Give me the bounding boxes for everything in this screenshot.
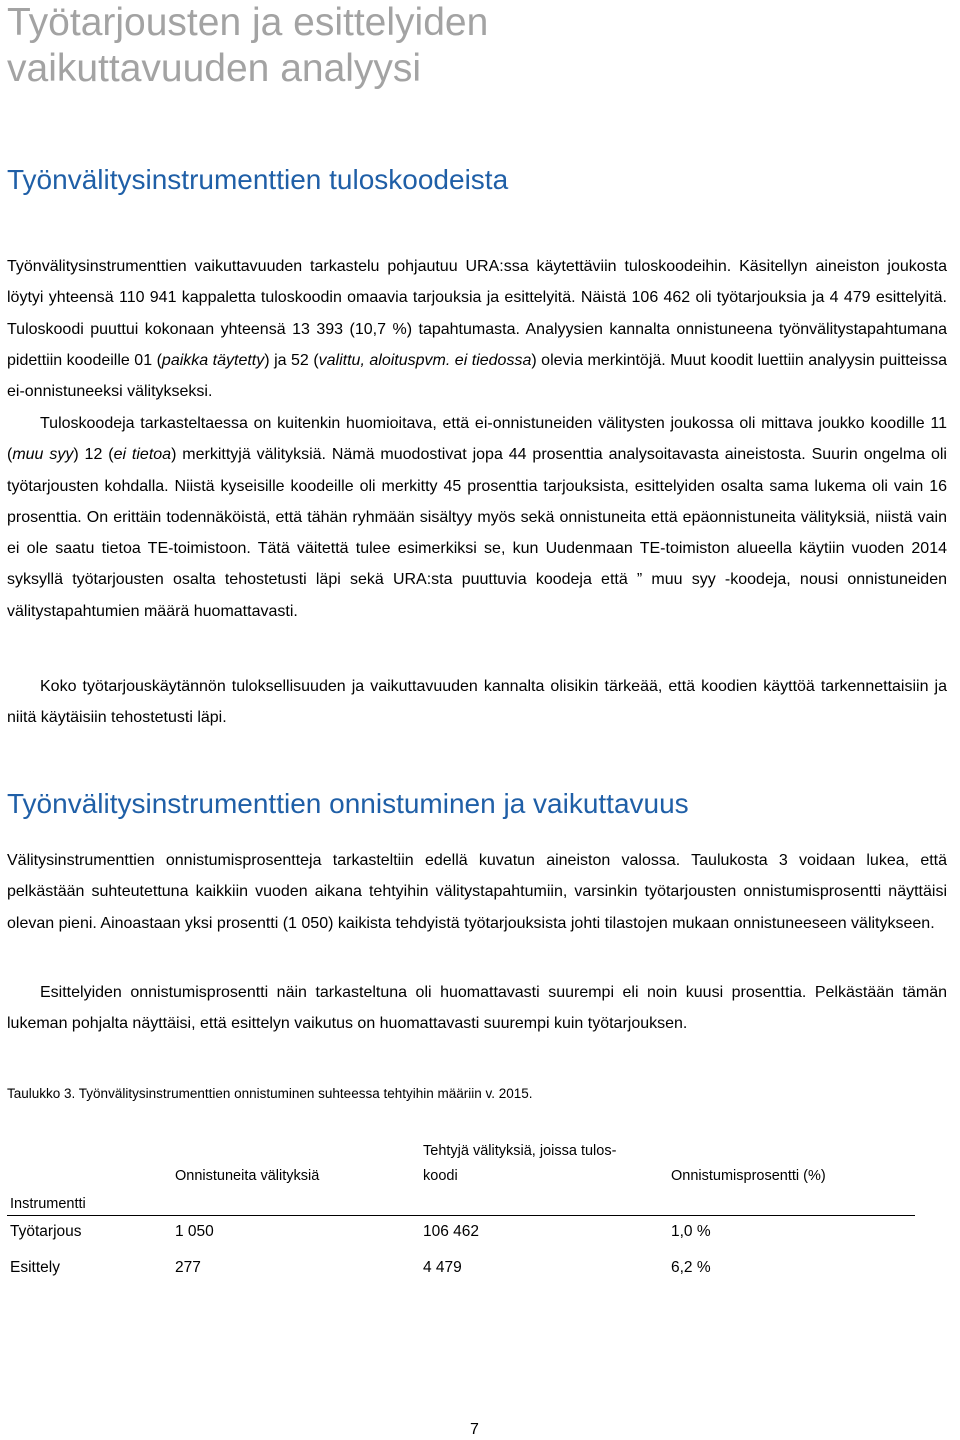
emphasis-text: ei tietoa [113, 446, 172, 464]
column-header-made-line-2: koodi [423, 1168, 458, 1184]
results-table [7, 1133, 915, 1287]
table-row-1-percent: 6,2 % [671, 1259, 711, 1276]
table-row-0-successful: 1 050 [175, 1223, 214, 1240]
page-title [7, 0, 488, 92]
paragraph-text: Työnvälitysinstrumenttien vaikuttavuuden tarkastelu pohjautuu URA:ssa käytettäviin tuloskoodeihin. Käsitellyn aineiston joukosta löytyi yhteensä 110 941 kappaletta tuloskoodin omaavia tarjouksia ja esittelyitä. Näistä 106 462 oli työtarjouksia ja 4 479 esittelyitä. Tuloskoodi puuttui kokonaan yhteensä 13 393 (10,7 %) tapahtumasta. Analyysien kannalta onnistuneena työnvälitystapahtumana pidettiin koodeille 01 ( [7, 258, 947, 369]
emphasis-text: muu syy [12, 446, 74, 464]
paragraph-tuloskoodit-johtopaatos: Koko työtarjouskäytännön tuloksellisuuden ja vaikuttavuuden kannalta olisikin tärkeää, että koodien käyttöä tarkennettaisiin ja niitä käytäisiin tehostetusti läpi. [7, 678, 947, 727]
paragraph-onnistuminen-2: Esittelyiden onnistumisprosentti näin tarkasteltuna oli huomattavasti suurempi eli noin kuusi prosenttia. Pelkästään tämän lukeman pohjalta näyttäisi, että esittelyn vaikutus on huomattavasti suurempi kuin työtarjouksen. [7, 984, 947, 1033]
table-row-1-made: 4 479 [423, 1259, 462, 1276]
column-header-instrument: Instrumentti [10, 1196, 86, 1212]
column-header-made-line-1: Tehtyjä välityksiä, joissa tulos- [423, 1143, 617, 1159]
section-heading-onnistuminen: Työnvälitysinstrumenttien onnistuminen ja vaikuttavuus [7, 788, 689, 819]
table-row-0-made: 106 462 [423, 1223, 480, 1240]
paragraph-text: ) olevia merkintöjä. Muut koodit luettiin analyysin puitteissa ei-onnistuneeksi välitykseksi. [7, 351, 948, 401]
table-row-0-percent: 1,0 % [671, 1223, 711, 1240]
page-title-line-1: Työtarjousten ja esittelyiden [7, 1, 489, 44]
emphasis-text: valittu, aloituspvm. ei tiedossa [318, 351, 532, 369]
paragraph-text: ) ja 52 ( [264, 351, 319, 369]
paragraph-onnistuminen-1: Välitysinstrumenttien onnistumisprosentteja tarkasteltiin edellä kuvatun aineiston valossa. Taulukosta 3 voidaan lukea, että pelkästään suhteutettuna kaikkiin vuoden aikana tehtyihin välitystapahtumiin, varsinkin työtarjousten onnistumisprosentti näyttäisi olevan pieni. Ainoastaan yksi prosentti (1 050) kaikista tehdyistä työtarjouksista johti tilastojen mukaan onnistuneeseen välitykseen. [7, 852, 947, 932]
column-header-successful: Onnistuneita välityksiä [175, 1168, 320, 1184]
table-row-1-successful: 277 [175, 1259, 201, 1276]
paragraph-text: ) merkittyjä välityksiä. Nämä muodostivat jopa 44 prosenttia analysoitavasta aineistosta. Suurin ongelma oli työtarjousten kohdalla. Niistä kyseisille koodeille oli merkitty 45 prosenttia tarjouksista, esittelyiden osalta sama lukema oli vain 16 prosenttia. On erittäin todennäköistä, että tähän ryhmään sisältyy myös sekä onnistuneita että epäonnistuneita välityksiä, niistä vain ei ole saatu tietoa TE-toimistoon. Tätä väitettä tulee esimerkiksi se, kun Uudenmaan TE-toimiston alueella käytiin vuoden 2014 syksyllä työtarjousten osalta tehostetusti läpi sekä URA:sta puuttuvia koodeja että ” muu syy -koodeja, nousi onnistuneiden välitystapahtumien määrä huomattavasti. [7, 446, 947, 620]
table-header-divider [7, 1215, 915, 1216]
paragraph-text: Tuloskoodeja tarkasteltaessa on kuitenkin huomioitava, että ei-onnistuneiden välitysten joukossa oli mittava joukko koodille 11 ( [7, 415, 947, 464]
page-title-line-2: vaikuttavuuden analyysi [7, 47, 422, 90]
page-number: 7 [470, 1421, 479, 1438]
table-row-1-instrument: Esittely [10, 1259, 60, 1276]
paragraph-tuloskoodit-huomio [7, 408, 947, 627]
paragraph-tuloskoodit-intro [7, 251, 947, 407]
paragraph-text: ) 12 ( [73, 446, 114, 464]
emphasis-text: paikka täytetty [161, 351, 265, 369]
table-row-0-instrument: Työtarjous [10, 1223, 82, 1240]
section-heading-tuloskoodit: Työnvälitysinstrumenttien tuloskoodeista [7, 164, 509, 195]
table-caption: Taulukko 3. Työnvälitysinstrumenttien onnistuminen suhteessa tehtyihin määriin v. 2015. [7, 1086, 533, 1101]
column-header-percent: Onnistumisprosentti (%) [671, 1168, 826, 1184]
